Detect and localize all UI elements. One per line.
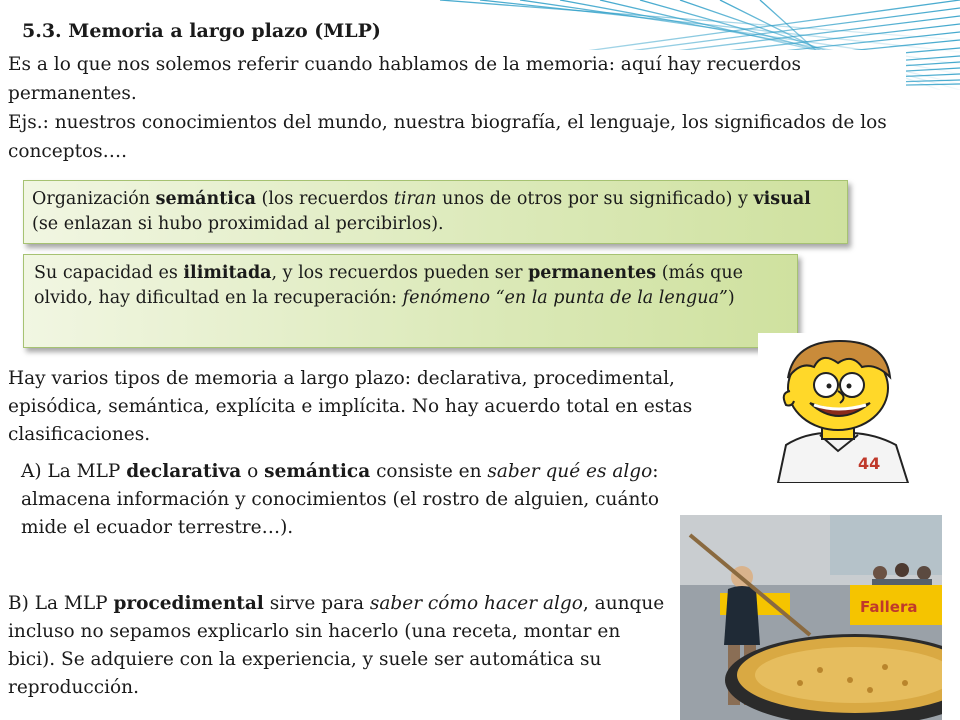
- semantic-term-2: semántica: [264, 461, 371, 482]
- intro-block: [0, 50, 906, 170]
- organization-text: Organización semántica (los recuerdos tiran unos de otros por su significado) y visual (se enlazan si hubo proximidad al percibirlos).: [32, 189, 811, 234]
- tiran-term: tiran: [393, 189, 437, 209]
- memory-types-text: Hay varios tipos de memoria a largo plazo: declarativa, procedimental, episódica, semántica, explícita e implícita. No hay acuerdo total en estas clasificaciones.: [8, 368, 693, 445]
- organization-box: [23, 180, 848, 244]
- cartoon-boy-illustration: [758, 333, 918, 483]
- know-how-term: saber cómo hacer algo: [369, 593, 583, 614]
- tip-of-tongue-term: fenómeno “en la punta de la lengua”: [402, 288, 728, 308]
- declarative-term: declarativa: [126, 461, 242, 482]
- title-box: [0, 10, 440, 50]
- semantic-term: semántica: [155, 189, 256, 209]
- intro-examples: Ejs.: nuestros conocimientos del mundo, nuestra biografía, el lenguaje, los significados de los conceptos….: [8, 112, 887, 162]
- slide-title: 5.3. Memoria a largo plazo (MLP): [22, 20, 381, 42]
- procedural-memory-text: B) La MLP procedimental sirve para saber cómo hacer algo, aunque incluso no sepamos explicarlo sin hacerlo (una receta, montar en bici). Se adquiere con la experiencia, y suele ser automática su reproducción.: [8, 593, 665, 698]
- capacity-box: [23, 254, 798, 348]
- photo-sign-right: Fallera: [860, 598, 918, 616]
- shirt-logo: 44: [858, 454, 881, 473]
- visual-term: visual: [753, 189, 811, 209]
- capacity-text: Su capacidad es ilimitada, y los recuerdos pueden ser permanentes (más que olvido, hay dificultad en la recuperación: fenómeno “en la punta de la lengua”): [34, 263, 743, 308]
- know-what-term: saber qué es algo: [487, 461, 653, 482]
- declarative-memory-text: A) La MLP declarativa o semántica consiste en saber qué es algo: almacena información y conocimientos (el rostro de alguien, cuánto mide el ecuador terrestre…).: [21, 461, 659, 538]
- unlimited-term: ilimitada: [183, 263, 272, 283]
- procedural-term: procedimental: [113, 593, 264, 614]
- intro-definition: Es a lo que nos solemos referir cuando hablamos de la memoria: aquí hay recuerdos permanentes.: [8, 54, 801, 104]
- paella-cooking-photo: [680, 515, 942, 720]
- permanent-term: permanentes: [528, 263, 657, 283]
